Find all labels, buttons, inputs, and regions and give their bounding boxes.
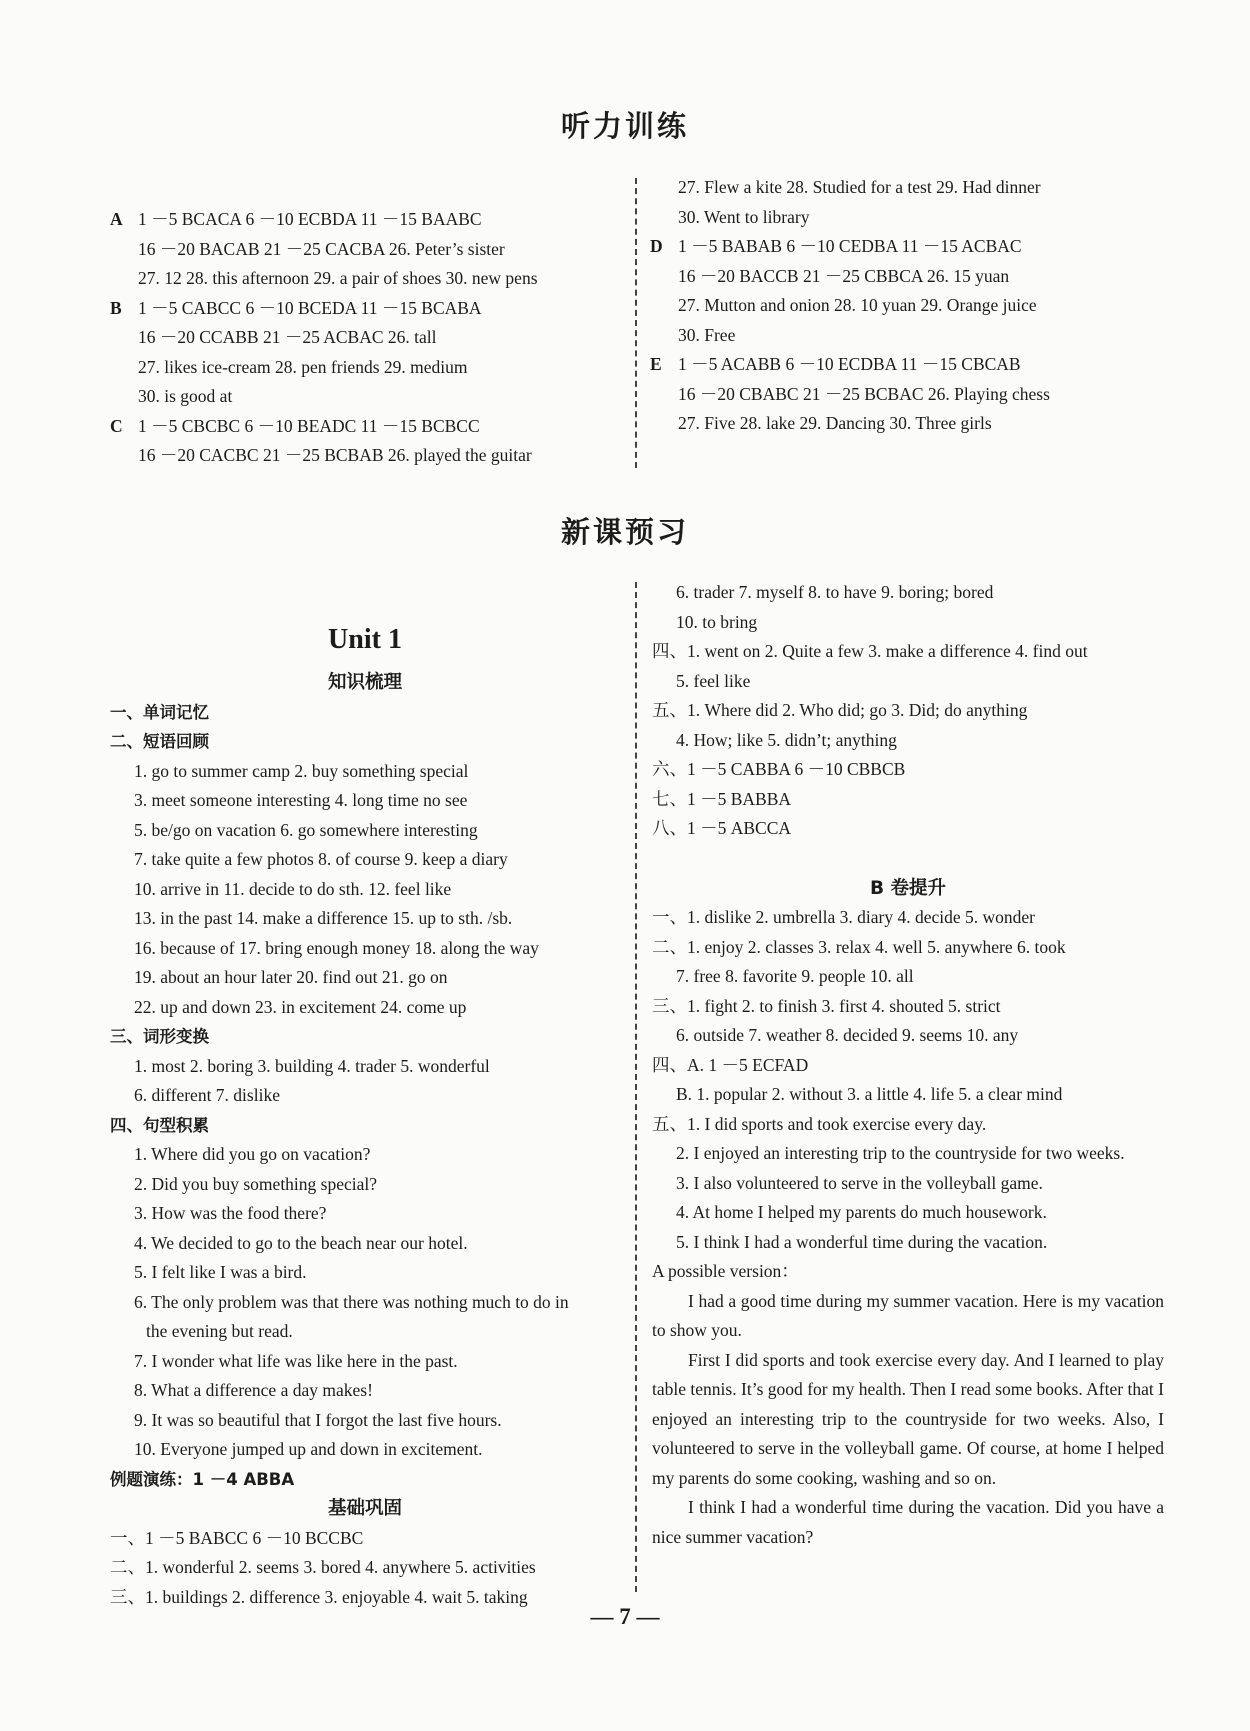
listening-line: 16 －20 CBABC 21 －25 BCBAC 26. Playing chess bbox=[678, 383, 1050, 404]
listening-line: 1 －5 CABCC 6 －10 BCEDA 11 －15 BCABA bbox=[138, 297, 482, 318]
answer-line: 4. How; like 5. didn’t; anything bbox=[676, 729, 897, 750]
b-line: B. 1. popular 2. without 3. a little 4. life 5. a clear mind bbox=[676, 1084, 1063, 1104]
listening-line: 27. Flew a kite 28. Studied for a test 29. Had dinner bbox=[678, 177, 1041, 197]
listening-line: 30. is good at bbox=[138, 386, 233, 406]
sentence-line: 7. I wonder what life was like here in the past. bbox=[134, 1350, 458, 1371]
listening-line: 1 －5 BCACA 6 －10 ECBDA 11 －15 BAABC bbox=[138, 209, 482, 229]
essay-paragraph: I had a good time during my summer vacation. Here is my vacation to show you. bbox=[652, 1290, 1164, 1340]
phrase-line: 13. in the past 14. make a difference 15. up to sth. /sb. bbox=[134, 908, 513, 928]
answer-line: 四、1. went on 2. Quite a few 3. make a difference 4. find out bbox=[652, 641, 1088, 661]
b-line: 2. I enjoyed an interesting trip to the countryside for two weeks. bbox=[676, 1143, 1125, 1163]
essay-paragraph: First I did sports and took exercise every day. And I learned to play table tennis. It’s good for my health. Then I read some books. After that I enjoyed an interesting trip to the countryside for two weeks. Also, I volunteered to serve in the volleyball game. Of course, at home I helped my parents do some cooking, washing and so on. bbox=[652, 1349, 1164, 1488]
answer-line: 六、1 －5 CABBA 6 －10 CBBCB bbox=[652, 759, 906, 779]
page-number: — 7 — bbox=[590, 1604, 660, 1629]
column-divider-bottom bbox=[635, 582, 637, 1592]
knowledge-title: 知识梳理 bbox=[327, 672, 402, 693]
answer-line: 七、1 －5 BABBA bbox=[652, 788, 792, 809]
listening-line: 16 －20 CCABB 21 －25 ACBAC 26. tall bbox=[138, 327, 437, 347]
phrase-line: 7. take quite a few photos 8. of course 9. keep a diary bbox=[134, 849, 508, 869]
sentence-line: 1. Where did you go on vacation? bbox=[134, 1144, 371, 1164]
version-label: A possible version： bbox=[652, 1261, 799, 1281]
sentence-line: 2. Did you buy something special? bbox=[134, 1173, 378, 1194]
example-practice: 例题演练：1 －4 ABBA bbox=[110, 1469, 295, 1489]
listening-line: 16 －20 CACBC 21 －25 BCBAB 26. played the guitar bbox=[138, 445, 532, 465]
sentence-line: the evening but read. bbox=[146, 1321, 293, 1341]
sentence-line: 10. Everyone jumped up and down in excitement. bbox=[134, 1439, 483, 1459]
essay-paragraph: I think I had a wonderful time during the vacation. Did you have a nice summer vacation? bbox=[652, 1497, 1164, 1547]
b-line: 3. I also volunteered to serve in the volleyball game. bbox=[676, 1172, 1043, 1193]
b-line: 4. At home I helped my parents do much housework. bbox=[676, 1202, 1047, 1222]
phrase-line: 5. be/go on vacation 6. go somewhere interesting bbox=[134, 819, 478, 840]
phrase-line: 19. about an hour later 20. find out 21. go on bbox=[134, 967, 448, 987]
listening-line: 27. likes ice-cream 28. pen friends 29. medium bbox=[138, 356, 468, 377]
listening-right-column bbox=[650, 173, 1190, 439]
sentence-line: 8. What a difference a day makes! bbox=[134, 1380, 373, 1400]
group-label-e: E bbox=[650, 354, 662, 374]
wordform-line: 1. most 2. boring 3. building 4. trader 5. wonderful bbox=[134, 1055, 490, 1076]
b-line: 四、A. 1 －5 ECFAD bbox=[652, 1054, 809, 1075]
phrase-line: 10. arrive in 11. decide to do sth. 12. feel like bbox=[134, 878, 452, 899]
preview-title: 新课预习 bbox=[560, 515, 689, 549]
listening-line: 16 －20 BACCB 21 －25 CBBCA 26. 15 yuan bbox=[678, 265, 1010, 286]
b-section-title: B 卷提升 bbox=[869, 877, 947, 899]
b-line: 一、1. dislike 2. umbrella 3. diary 4. decide 5. wonder bbox=[652, 907, 1035, 927]
basic-title: 基础巩固 bbox=[327, 1498, 402, 1519]
preview-right-column bbox=[652, 578, 1164, 1552]
group-label-a: A bbox=[110, 209, 123, 229]
group-label-b: B bbox=[110, 297, 122, 318]
wordform-line: 6. different 7. dislike bbox=[134, 1085, 280, 1105]
section-wordforms: 三、词形变换 bbox=[110, 1027, 209, 1046]
b-line: 5. I think I had a wonderful time during the vacation. bbox=[676, 1231, 1048, 1252]
group-label-c: C bbox=[110, 415, 123, 436]
section-phrases: 二、短语回顾 bbox=[110, 732, 209, 751]
listening-line: 30. Free bbox=[678, 324, 736, 345]
section-sentences: 四、句型积累 bbox=[110, 1115, 209, 1135]
phrase-line: 1. go to summer camp 2. buy something special bbox=[134, 760, 469, 781]
answer-line: 5. feel like bbox=[676, 670, 751, 691]
basic-line: 一、1 －5 BABCC 6 －10 BCCBC bbox=[110, 1527, 364, 1548]
phrase-line: 16. because of 17. bring enough money 18. along the way bbox=[134, 937, 539, 958]
sentence-line: 6. The only problem was that there was nothing much to do in bbox=[134, 1291, 569, 1312]
basic-line: 三、1. buildings 2. difference 3. enjoyable 4. wait 5. taking bbox=[110, 1586, 528, 1607]
section-vocab: 一、单词记忆 bbox=[110, 702, 209, 722]
listening-line: 1 －5 CBCBC 6 －10 BEADC 11 －15 BCBCC bbox=[138, 415, 480, 436]
listening-line: 27. Mutton and onion 28. 10 yuan 29. Orange juice bbox=[678, 295, 1037, 315]
listening-title: 听力训练 bbox=[560, 109, 689, 143]
listening-line: 16 －20 BACAB 21 －25 CACBA 26. Peter’s sister bbox=[138, 238, 505, 259]
listening-line: 1 －5 BABAB 6 －10 CEDBA 11 －15 ACBAC bbox=[678, 236, 1022, 256]
b-line: 7. free 8. favorite 9. people 10. all bbox=[676, 966, 914, 986]
sentence-line: 9. It was so beautiful that I forgot the last five hours. bbox=[134, 1409, 502, 1430]
b-line: 五、1. I did sports and took exercise every day. bbox=[652, 1113, 987, 1134]
phrase-line: 3. meet someone interesting 4. long time no see bbox=[134, 790, 468, 810]
listening-line: 1 －5 ACABB 6 －10 ECDBA 11 －15 CBCAB bbox=[678, 354, 1021, 374]
listening-line: 27. 12 28. this afternoon 29. a pair of shoes 30. new pens bbox=[138, 268, 538, 288]
unit-title: Unit 1 bbox=[328, 624, 402, 655]
listening-line: 27. Five 28. lake 29. Dancing 30. Three girls bbox=[678, 413, 992, 433]
answer-line: 五、1. Where did 2. Who did; go 3. Did; do anything bbox=[652, 700, 1028, 720]
phrase-line: 22. up and down 23. in excitement 24. come up bbox=[134, 996, 467, 1017]
group-label-d: D bbox=[650, 236, 663, 256]
answer-line: 6. trader 7. myself 8. to have 9. boring; bored bbox=[676, 582, 994, 602]
sentence-line: 3. How was the food there? bbox=[134, 1203, 327, 1223]
preview-left-column bbox=[110, 612, 620, 1612]
basic-line: 二、1. wonderful 2. seems 3. bored 4. anywhere 5. activities bbox=[110, 1557, 536, 1577]
answer-line: 八、1 －5 ABCCA bbox=[652, 818, 792, 838]
listening-line: 30. Went to library bbox=[678, 206, 810, 227]
sentence-line: 4. We decided to go to the beach near our hotel. bbox=[134, 1232, 468, 1253]
answer-line: 10. to bring bbox=[676, 611, 758, 632]
b-line: 二、1. enjoy 2. classes 3. relax 4. well 5. anywhere 6. took bbox=[652, 936, 1066, 957]
b-line: 6. outside 7. weather 8. decided 9. seems 10. any bbox=[676, 1025, 1019, 1045]
sentence-line: 5. I felt like I was a bird. bbox=[134, 1262, 307, 1282]
listening-left-column bbox=[110, 205, 620, 471]
column-divider-top bbox=[635, 178, 637, 468]
b-line: 三、1. fight 2. to finish 3. first 4. shouted 5. strict bbox=[652, 995, 1001, 1016]
